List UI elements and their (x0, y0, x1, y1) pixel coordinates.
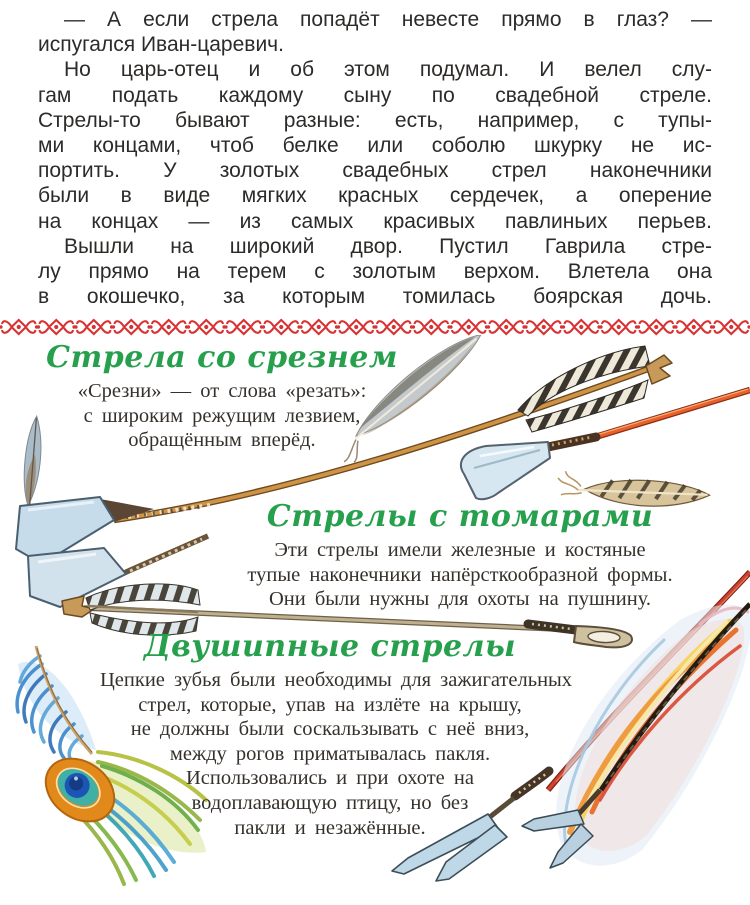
section-dvushipnye-line: не должны были соскальзывать с неё вниз, (130, 718, 530, 741)
section-srezen-line: «Срезни» — от слова «резать»: (77, 380, 367, 402)
section-dvushipnye (100, 629, 573, 840)
story-line: в окошечко, за которым томилась боярская дочь. (38, 285, 712, 309)
story-line: Стрелы-то бывают разные: есть, например, с тупы- (38, 108, 712, 132)
section-dvushipnye-line: водоплавающую птицу, но без (191, 791, 469, 814)
section-dvushipnye-line: стрел, которые, упав на излёте на крышу, (138, 693, 522, 716)
story-line: Но царь-отец и об этом подумал. И велел слу- (64, 58, 712, 82)
story-line: испугался Иван-царевич. (38, 33, 284, 57)
story-text (38, 7, 712, 309)
story-line: Вышли на широкий двор. Пустил Гаврила стре- (64, 234, 712, 258)
story-line: были в виде мягких красных сердечек, а оперение (38, 184, 712, 208)
story-line: портить. У золотых свадебных стрел наконечники (38, 159, 712, 183)
section-tomar-line: Они были нужны для охоты на пушнину. (268, 588, 652, 611)
section-dvushipnye-title: Двушипные стрелы (143, 629, 517, 664)
section-dvushipnye-line: Цепкие зубья были необходимы для зажигательных (100, 669, 573, 691)
story-line: ми концами, чтоб белке или соболю шкурку не ис- (38, 133, 712, 157)
section-dvushipnye-line: Использовались и при охоте на (186, 767, 474, 790)
story-line: лу прямо на терем с золотым верхом. Влетела она (38, 259, 712, 283)
section-tomar-title: Стрелы с томарами (266, 499, 654, 534)
section-srezen-line: обращённым вперёд. (128, 429, 316, 452)
section-dvushipnye-line: между рогов приматывалась пакля. (169, 742, 491, 765)
story-line: на концах — из самых красивых павлиньих перьев. (38, 209, 712, 233)
section-srezen-line: с широким режущим лезвием, (83, 404, 361, 427)
section-tomar-line: Эти стрелы имели железные и костяные (274, 539, 646, 561)
section-tomar (245, 500, 675, 612)
section-dvushipnye-line: пакли и незажённые. (234, 816, 426, 839)
section-srezen (18, 341, 426, 453)
section-srezen-title: Стрела со срезнем (46, 340, 398, 375)
story-line: гам подать каждому сыну по свадебной стреле. (38, 83, 712, 107)
story-line: — А если стрела попадёт невесте прямо в глаз? — (64, 8, 712, 31)
section-tomar-line: тупые наконечники напёрсткообразной формы. (247, 563, 673, 586)
